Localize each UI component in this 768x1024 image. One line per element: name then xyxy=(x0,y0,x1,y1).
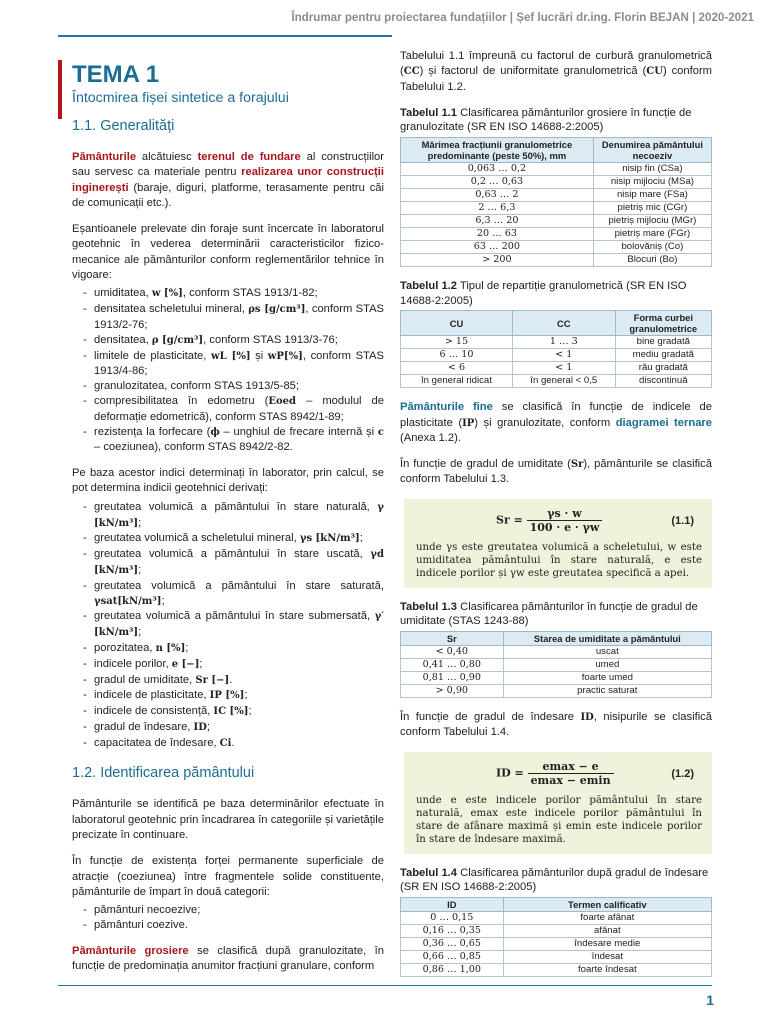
page-number: 1 xyxy=(706,992,714,1008)
left-column xyxy=(72,60,384,985)
text: greutatea volumică a scheletului mineral, xyxy=(94,532,300,545)
list-item xyxy=(72,286,384,302)
list-item xyxy=(72,579,384,610)
table-row xyxy=(401,950,712,963)
list-item xyxy=(72,379,384,394)
running-header: Îndrumar pentru proiectarea fundațiilor | Șef lucrări dr.ing. Florin BEJAN | 2020-2021 xyxy=(291,11,754,24)
text: ; xyxy=(185,641,189,654)
table-cell: afânat xyxy=(503,924,711,937)
table-row xyxy=(401,228,712,241)
denominator: 100 · e · γw xyxy=(529,520,600,534)
fraction xyxy=(528,760,614,787)
text: . xyxy=(229,673,233,686)
text: . xyxy=(231,736,235,749)
list-item xyxy=(72,425,384,456)
numerator: γs · w xyxy=(527,507,603,521)
equation xyxy=(496,760,614,787)
text: capacitatea de îndesare, xyxy=(94,736,220,749)
column-header: Mărimea fracțiunii granulometrice predominante (peste 50%), mm xyxy=(401,138,594,163)
table-row xyxy=(401,362,712,375)
table-row xyxy=(401,658,712,671)
text: al construcțiilor sau servesc ca materiale pentru xyxy=(72,151,385,179)
table-cell: în general < 0,5 xyxy=(512,375,615,388)
math: Ci xyxy=(219,737,232,749)
text: rezistența la forfecare ( xyxy=(94,425,211,438)
table-row xyxy=(401,924,712,937)
list-item: - pământuri necoezive; xyxy=(72,903,384,918)
term-pamanturile: Pământurile xyxy=(72,151,137,163)
table-cell: în general ridicat xyxy=(401,375,513,388)
paragraph-indici-derivati: Pe baza acestor indici determinați în laborator, prin calcul, se pot determina indicii geotehnici derivați: xyxy=(72,467,384,495)
text: greutatea volumică a pământului în stare saturată, xyxy=(94,579,384,592)
paragraph-grad-umiditate xyxy=(400,457,712,488)
caption-text: Tipul de repartiție granulometrică (SR EN ISO 14688-2:2005) xyxy=(400,280,687,307)
text: gradul de îndesare, xyxy=(94,720,194,733)
text: ; xyxy=(138,563,142,576)
text: ; xyxy=(138,626,142,639)
paragraph-pamanturi-fine xyxy=(400,400,712,446)
paragraph-tabelul-1-1-ref xyxy=(400,49,712,95)
equation-explanation: unde e este indicele porilor pământului în stare naturală, emax este indicele porilor pământului în stare de afânare maximă și emin este indicele porilor în stare de îndesare maximă. xyxy=(416,794,702,845)
math: ρs [g/cm³] xyxy=(248,304,306,316)
term-teren-fundare: terenul de fundare xyxy=(197,151,301,163)
text: umiditatea, xyxy=(94,287,152,300)
table-cell: > 15 xyxy=(401,336,513,349)
text: – unghiul de frecare internă și xyxy=(219,425,378,438)
term-constructii-ingineresti: realizarea unor construcții inginerești xyxy=(72,166,384,194)
table-cell: 1 … 3 xyxy=(512,336,615,349)
table-cell: îndesare medie xyxy=(503,937,711,950)
math: c xyxy=(377,426,384,438)
link-diagrame-ternare[interactable]: diagramei ternare xyxy=(615,416,712,429)
text: , conform STAS 1913/3-76; xyxy=(203,333,338,346)
term-pamanturile-fine: Pământurile fine xyxy=(400,401,493,414)
math: γ [kN/m³] xyxy=(94,501,384,529)
table-1-3-caption xyxy=(400,600,712,629)
math: ID xyxy=(580,711,594,723)
table-cell: 0,2 … 0,63 xyxy=(401,176,594,189)
column-header: Forma curbei granulometrice xyxy=(615,311,711,336)
text: ), pământurile se clasifică conform Tabelului 1.3. xyxy=(400,458,712,486)
text: ; xyxy=(161,594,165,607)
text: ; xyxy=(138,516,142,529)
text: gradul de umiditate, xyxy=(94,673,196,686)
table-row xyxy=(401,241,712,254)
math: IP xyxy=(462,417,475,429)
caption-text: Clasificarea pământurilor în funcție de gradul de umiditate (STAS 1243-88) xyxy=(400,600,698,628)
table-cell: < 1 xyxy=(512,349,615,362)
text: ) și factorul de uniformitate granulometrică ( xyxy=(419,65,647,78)
table-cell: mediu gradată xyxy=(615,349,711,362)
footer-rule xyxy=(58,985,712,986)
table-cell: 63 … 200 xyxy=(401,241,594,254)
text: densitatea, xyxy=(94,333,152,346)
list-item xyxy=(72,333,384,349)
table-row xyxy=(401,349,712,362)
math: IP [%] xyxy=(209,690,245,702)
text: – modulul de deformație edometrică), conform STAS 8942/1-89; xyxy=(94,394,385,423)
table-cell: rău gradată xyxy=(615,362,711,375)
table-cell: Blocuri (Bo) xyxy=(593,254,711,267)
text: ; xyxy=(248,705,252,718)
text: indicele de consistență, xyxy=(94,705,214,718)
caption-label: Tabelul 1.2 xyxy=(400,280,457,293)
table-1-1-caption xyxy=(400,106,712,135)
table-1-2 xyxy=(400,310,712,388)
list-indici-derivati xyxy=(72,500,384,752)
column-header: ID xyxy=(401,897,504,911)
math: γs [kN/m³] xyxy=(299,533,360,545)
math: wL [%] xyxy=(210,350,251,362)
table-cell: < 0,40 xyxy=(401,645,504,658)
table-cell: uscat xyxy=(503,645,711,658)
tema-title: TEMA 1 xyxy=(72,61,160,88)
paragraph-generalitati xyxy=(72,150,384,211)
table-cell: 6,3 … 20 xyxy=(401,215,594,228)
table-row xyxy=(401,671,712,684)
text: și xyxy=(250,349,268,362)
table-row xyxy=(401,645,712,658)
text: În funcție de gradul de îndesare xyxy=(400,710,581,723)
text: compresibilitatea în edometru ( xyxy=(94,394,269,407)
caption-label: Tabelul 1.4 xyxy=(400,866,457,879)
equation xyxy=(496,507,602,534)
paragraph-identificare: Pământurile se identifică pe baza determinărilor efectuate în laboratorul geotehnic prin încadrarea în categoriile și varietățile precizate în continuare. xyxy=(72,798,384,842)
table-row xyxy=(401,911,712,924)
text: greutatea volumică a pământului în stare uscată, xyxy=(94,548,371,561)
table-cell: < 1 xyxy=(512,362,615,375)
table-1-4-caption xyxy=(400,866,712,895)
equation-number: (1.1) xyxy=(671,514,694,527)
paragraph-coeziune: În funcție de existența forței permanente superficiale de atracție (coeziunea) între fragmentele solide constituente, pământurile de împart în două categorii: xyxy=(72,855,384,898)
equation-number: (1.2) xyxy=(671,767,694,780)
table-cell: bolovăniș (Co) xyxy=(593,241,711,254)
table-row xyxy=(401,176,712,189)
column-header: Termen calificativ xyxy=(503,897,711,911)
table-cell: < 6 xyxy=(401,362,513,375)
text: , nisipurile se clasifică conform Tabelului 1.4. xyxy=(400,710,712,739)
math: ρ [g/cm³] xyxy=(151,334,204,346)
text: , conform STAS 1913/2-76; xyxy=(94,303,384,331)
text: granulozitatea, conform STAS 1913/5-85; xyxy=(94,380,300,393)
math: Eoed xyxy=(268,395,297,407)
math: Sr xyxy=(570,459,584,471)
text: ) și granulozitate, conform xyxy=(474,416,616,429)
table-row xyxy=(401,963,712,976)
table-1-3 xyxy=(400,631,712,698)
table-1-1 xyxy=(400,137,712,267)
tema-accent-bar xyxy=(58,60,62,119)
right-column xyxy=(400,49,712,989)
table-cell: 0,81 … 0,90 xyxy=(401,671,504,684)
table-cell: foarte afânat xyxy=(503,911,711,924)
table-cell: > 0,90 xyxy=(401,684,504,697)
text: se clasifică după granulozitate, în funcție de predominația anumitor fracțiuni granulare, conform xyxy=(72,944,384,973)
section-heading-1-2: 1.2. Identificarea pământului xyxy=(72,765,255,782)
text: alcătuiesc xyxy=(136,151,198,163)
table-cell: îndesat xyxy=(503,950,711,963)
table-cell: 0,36 … 0,65 xyxy=(401,937,504,950)
header-rule xyxy=(58,35,392,37)
table-1-2-caption xyxy=(400,279,712,308)
table-cell: 0,41 … 0,80 xyxy=(401,658,504,671)
list-item xyxy=(72,349,384,380)
text: densitatea scheletului mineral, xyxy=(94,303,249,316)
math: CU xyxy=(646,66,663,78)
table-cell: practic saturat xyxy=(503,684,711,697)
column-header: Starea de umiditate a pământului xyxy=(503,631,711,645)
table-row xyxy=(401,254,712,267)
table-cell: 0,16 … 0,35 xyxy=(401,924,504,937)
table-cell: umed xyxy=(503,658,711,671)
text: ; xyxy=(359,532,363,545)
table-cell: 0,63 … 2 xyxy=(401,189,594,202)
table-cell: foarte umed xyxy=(503,671,711,684)
list-item xyxy=(72,657,384,673)
table-cell: 2 … 6,3 xyxy=(401,202,594,215)
table-cell: nisip fin (CSa) xyxy=(593,163,711,176)
list-laborator-indici xyxy=(72,286,384,455)
table-cell: bine gradată xyxy=(615,336,711,349)
table-row xyxy=(401,163,712,176)
list-item xyxy=(72,547,384,579)
text: indicele porilor, xyxy=(94,657,172,670)
text: porozitatea, xyxy=(94,641,156,654)
text: Tabelului 1.1 împreună cu factorul de curbură granulometrică ( xyxy=(400,50,712,78)
table-cell: discontinuă xyxy=(615,375,711,388)
table-row xyxy=(401,189,712,202)
math: w [%] xyxy=(151,288,183,300)
column-header: Denumirea pământului necoeziv xyxy=(593,138,711,163)
list-item: - pământuri coezive. xyxy=(72,918,384,933)
math: ϕ xyxy=(210,426,220,438)
equation-explanation: unde γs este greutatea volumică a scheletului, w este umiditatea pământului în stare naturală, e este indicele porilor și γw este greutatea specifică a apei. xyxy=(416,541,702,579)
table-row xyxy=(401,375,712,388)
table-cell: 20 … 63 xyxy=(401,228,594,241)
list-item xyxy=(72,531,384,547)
text: , conform STAS 1913/1-82; xyxy=(182,287,318,300)
table-cell: 0 … 0,15 xyxy=(401,911,504,924)
list-categorii xyxy=(72,903,384,933)
column-header: Sr xyxy=(401,631,504,645)
math: Sr [−] xyxy=(195,674,230,686)
table-cell: 0,66 … 0,85 xyxy=(401,950,504,963)
column-header: CC xyxy=(512,311,615,336)
text: greutatea volumică a pământului în stare naturală, xyxy=(94,500,378,513)
table-row xyxy=(401,684,712,697)
equation-lhs: Sr = xyxy=(496,513,527,527)
list-item xyxy=(72,641,384,657)
text: ; xyxy=(244,689,248,702)
list-item xyxy=(72,704,384,720)
table-cell: pietriș mare (FGr) xyxy=(593,228,711,241)
table-cell: 0,86 … 1,00 xyxy=(401,963,504,976)
list-item xyxy=(72,302,384,333)
numerator: emax − e xyxy=(528,760,614,774)
text: În funcție de gradul de umiditate ( xyxy=(400,458,571,471)
list-item xyxy=(72,688,384,704)
equation-box-1-2 xyxy=(404,752,712,854)
math: CC xyxy=(403,66,420,78)
math: IC [%] xyxy=(213,706,249,718)
tema-subtitle: Întocmirea fișei sintetice a forajului xyxy=(72,90,289,106)
text: (Anexa 1.2). xyxy=(400,431,461,444)
caption-label: Tabelul 1.3 xyxy=(400,600,457,613)
section-heading-1-1: 1.1. Generalități xyxy=(72,118,175,134)
math: ID xyxy=(193,721,207,733)
table-cell: pietriș mijlociu (MGr) xyxy=(593,215,711,228)
caption-text: Clasificarea pământurilor după gradul de îndesare (SR EN ISO 14688-2:2005) xyxy=(400,866,709,894)
table-row xyxy=(401,215,712,228)
table-cell: 0,063 … 0,2 xyxy=(401,163,594,176)
list-item xyxy=(72,394,384,425)
table-cell: nisip mijlociu (MSa) xyxy=(593,176,711,189)
text: , conform STAS 1913/4-86; xyxy=(94,349,384,378)
text: limitele de plasticitate, xyxy=(94,349,211,362)
text: – coeziunea), conform STAS 8942/2-82. xyxy=(94,441,293,454)
caption-text: Clasificarea pământurilor grosiere în funcție de granulozitate (SR EN ISO 14688-2:2005) xyxy=(400,106,692,134)
table-row xyxy=(401,336,712,349)
table-row xyxy=(401,202,712,215)
paragraph-esantioane: Eșantioanele prelevate din foraje sunt încercate în laboratorul geotehnic în vederea determinării caracteristicilor fizico-mecanice ale pământurilor conform reglementărilor tehnice în vigoare: xyxy=(72,223,384,282)
text: ; xyxy=(199,657,203,670)
list-item xyxy=(72,500,384,532)
math: γ′[kN/m³] xyxy=(94,611,384,639)
denominator: emax − emin xyxy=(530,773,611,787)
math: γd [kN/m³] xyxy=(94,549,384,576)
math: wP[%] xyxy=(267,350,303,362)
table-1-4 xyxy=(400,897,712,977)
column-header: CU xyxy=(401,311,513,336)
table-cell: foarte îndesat xyxy=(503,963,711,976)
equation-row xyxy=(416,758,702,794)
table-cell: nisip mare (FSa) xyxy=(593,189,711,202)
math: γsat[kN/m³] xyxy=(94,595,162,607)
paragraph-grosiere xyxy=(72,944,384,975)
equation-lhs: ID = xyxy=(496,766,528,780)
list-item xyxy=(72,609,384,641)
text: se clasifică în funcție de indicele de plasticitate ( xyxy=(400,401,713,429)
table-row xyxy=(401,937,712,950)
math: n [%] xyxy=(155,642,186,654)
list-item xyxy=(72,673,384,689)
term-pamanturile-grosiere: Pământurile grosiere xyxy=(72,944,189,957)
paragraph-grad-indesare xyxy=(400,710,712,741)
fraction xyxy=(527,507,603,534)
math: e [−] xyxy=(171,658,200,670)
equation-row xyxy=(416,505,702,541)
table-cell: > 200 xyxy=(401,254,594,267)
list-item xyxy=(72,736,384,752)
text: ; xyxy=(206,720,210,733)
text: indicele de plasticitate, xyxy=(94,689,210,702)
text: ) conform Tabelului 1.2. xyxy=(400,65,712,93)
text: greutatea volumică a pământului în stare submersată, xyxy=(94,610,375,623)
text: (baraje, diguri, platforme, terasamente pentru căi de comunicații etc.). xyxy=(72,181,384,209)
table-cell: pietriș mic (CGr) xyxy=(593,202,711,215)
caption-label: Tabelul 1.1 xyxy=(400,106,457,119)
equation-box-1-1 xyxy=(404,499,712,588)
list-item xyxy=(72,720,384,736)
table-cell: 6 … 10 xyxy=(401,349,513,362)
